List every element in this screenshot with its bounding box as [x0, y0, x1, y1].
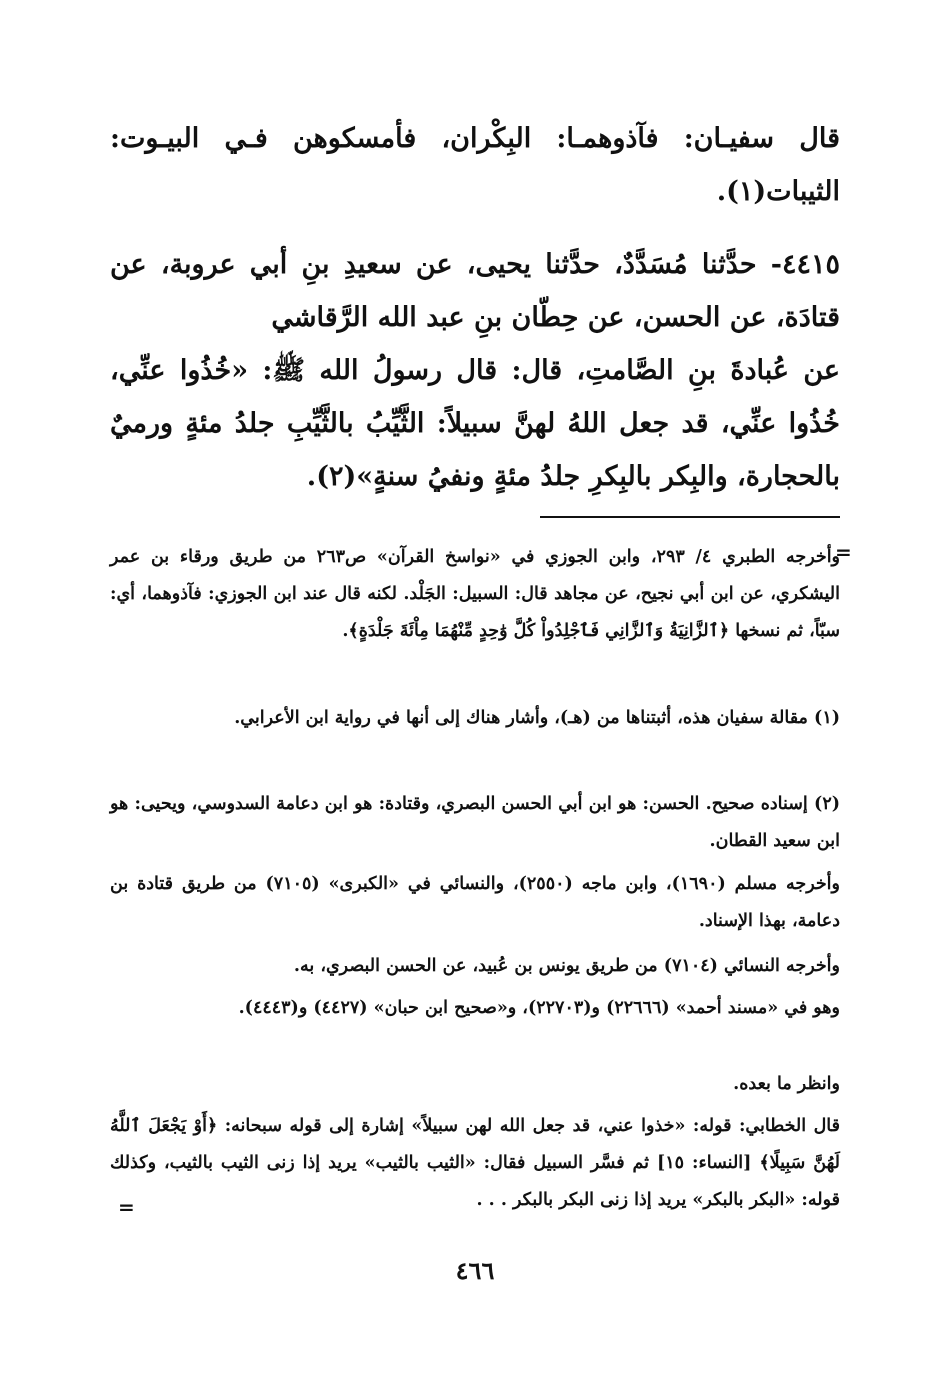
hadith-4415-matn: عن عُبادةَ بنِ الصَّامتِ، قال: قال رسولُ الله ﷺ: «خُذُوا عنِّي، خُذُوا عنِّي، قد جعل اللهُ لهنَّ سبيلاً: الثَّيِّبُ بالثَّيِّبِ جلدُ مئةٍ ورميٌ بالحجارة، والبِكر بالبِكرِ جلدُ مئةٍ ونفيُ سنةٍ»(٢). [110, 355, 840, 492]
sufyan-quote-paragraph: قال سفيـان: فآذوهمـا: البِكْران، فأمسكوهن فـي البيـوت: الثيبات(١). [110, 123, 840, 207]
footnote-2: (٢) إسناده صحيح. الحسن: هو ابن أبي الحسن البصري، وقتادة: هو ابن دعامة السدوسي، ويحيى: هو ابن سعيد القطان. [110, 794, 840, 851]
page-number: ٤٦٦ [455, 1256, 495, 1285]
continues-marker: = [118, 1195, 135, 1219]
footnote-2-khattabi: قال الخطابي: قوله: «خذوا عني، قد جعل الله لهن سبيلاً» إشارة إلى قوله سبحانه: ﴿أَوْ يَجْعَلَ ٱللَّهُ لَهُنَّ سَبِيلًا﴾ [النساء: ١٥] ثم فسَّر السبيل فقال: «الثيب بالثيب» يريد إذا زنى الثيب بالثيب، وكذلك قوله: «البكر بالبكر» يريد إذا زنى البكر بالبكر . . . [110, 1116, 840, 1210]
footnote-2-see-next: وانظر ما بعده. [733, 1074, 840, 1094]
footnote-1: (١) مقالة سفيان هذه، أثبتناها من (هـ)، وأشار هناك إلى أنها في رواية ابن الأعرابي. [234, 708, 840, 728]
footnote-2-musnad: وهو في «مسند أحمد» (٢٢٦٦٦) و(٢٢٧٠٣)، و«صحيح ابن حبان» (٤٤٢٧) و(٤٤٤٣). [238, 998, 840, 1018]
footnote-2-takhrij: وأخرجه مسلم (١٦٩٠)، وابن ماجه (٢٥٥٠)، والنسائي في «الكبرى» (٧١٠٥) من طريق قتادة بن دعامة، بهذا الإسناد. [110, 874, 840, 931]
hadith-4415-isnad: ٤٤١٥- حدَّثنا مُسَدَّدٌ، حدَّثنا يحيى، عن سعيدِ بنِ أبي عروبة، عن قتادَة، عن الحسن، عن حِطّان بنِ عبد الله الرَّقاشي [110, 249, 840, 333]
footnote-2-nasai: وأخرجه النسائي (٧١٠٤) من طريق يونس بن عُبيد، عن الحسن البصري، به. [293, 956, 840, 976]
footnote-continuation: وأخرجه الطبري ٤/ ٢٩٣، وابن الجوزي في «نواسخ القرآن» ص٢٦٣ من طريق ورقاء بن عمر اليشكري، عن ابن أبي نجيح، عن مجاهد قال: السبيل: الجَلْد. لكنه قال عند ابن الجوزي: فآذوهما، أي: سبّاً، ثم نسخها ﴿ٱلزَّانِيَةُ وَٱلزَّانِي فَٱجْلِدُواْ كُلَّ وَٰحِدٍ مِّنْهُمَا مِاْئَةَ جَلْدَةٍ﴾. [110, 547, 841, 641]
footnote-separator [540, 516, 840, 518]
continuation-marker: = [835, 540, 852, 564]
